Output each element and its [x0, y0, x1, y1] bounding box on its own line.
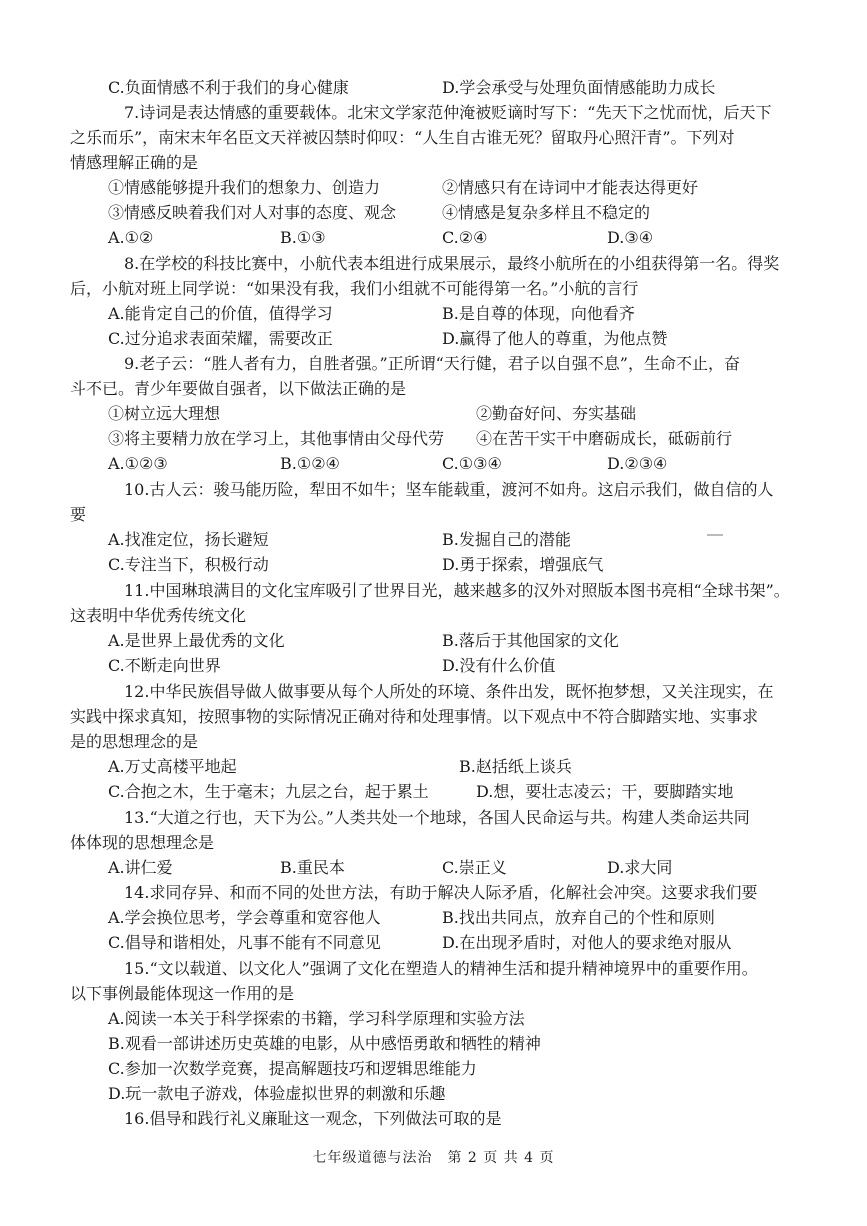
q9-option-c: C.①③④ — [442, 454, 502, 473]
q7-option-c: C.②④ — [442, 228, 488, 247]
q7-statement-2: ②情感只有在诗词中才能表达得更好 — [442, 178, 699, 197]
q15-option-a: A.阅读一本关于科学探索的书籍，学习科学原理和实验方法 — [108, 1009, 525, 1028]
q11-stem-line1: 11.中国琳琅满目的文化宝库吸引了世界目光，越来越多的汉外对照版本图书亮相“全球书架”。 — [124, 581, 790, 600]
q6-option-d: D.学会承受与处理负面情感能助力成长 — [442, 78, 716, 97]
q11-option-b: B.落后于其他国家的文化 — [442, 631, 619, 650]
q12-stem-line2: 实践中探求真知，按照事物的实际情况正确对待和处理事情。以下观点中不符合脚踏实地、实事求 — [70, 707, 759, 726]
q10-option-a: A.找准定位，扬长避短 — [108, 530, 269, 549]
q9-statement-1: ①树立远大理想 — [108, 404, 221, 423]
q15-option-b: B.观看一部讲述历史英雄的电影，从中感悟勇敢和牺牲的精神 — [108, 1034, 541, 1053]
q14-stem: 14.求同存异、和而不同的处世方法，有助于解决人际矛盾，化解社会冲突。这要求我们要 — [124, 883, 758, 902]
q10-stem-line1: 10.古人云：骏马能历险，犁田不如牛；坚车能载重，渡河不如舟。这启示我们，做自信的人 — [124, 480, 774, 499]
q9-stem-line1: 9.老子云：“胜人者有力，自胜者强。”正所谓“天行健，君子以自强不息”，生命不止，奋 — [124, 354, 740, 373]
q9-statement-3: ③将主要精力放在学习上，其他事情由父母代劳 — [108, 429, 445, 448]
page-footer: 七年级道德与法治 第 2 页 共 4 页 — [312, 1150, 555, 1166]
q13-option-d: D.求大同 — [607, 858, 673, 877]
q9-option-a: A.①②③ — [108, 454, 168, 473]
q13-option-c: C.崇正义 — [442, 858, 507, 877]
q10-option-b: B.发掘自己的潜能 — [442, 530, 571, 549]
q7-statement-1: ①情感能够提升我们的想象力、创造力 — [108, 178, 381, 197]
q7-statement-3: ③情感反映着我们对人对事的态度、观念 — [108, 203, 397, 222]
q13-option-b: B.重民本 — [280, 858, 345, 877]
q9-statement-2: ②勤奋好问、夯实基础 — [476, 404, 637, 423]
q7-option-b: B.①③ — [280, 228, 326, 247]
q8-option-b: B.是自尊的体现，向他看齐 — [442, 304, 635, 323]
q15-option-d: D.玩一款电子游戏，体验虚拟世界的刺激和乐趣 — [108, 1084, 446, 1103]
q7-stem-line2: 之乐而乐”，南宋末年名臣文天祥被囚禁时仰叹：“人生自古谁无死？留取丹心照汗青”。下列对 — [70, 128, 735, 147]
q12-stem-line3: 是的思想理念的是 — [70, 732, 199, 751]
q11-option-c: C.不断走向世界 — [108, 656, 221, 675]
q9-statement-4: ④在苦干实干中磨砺成长，砥砺前行 — [476, 429, 733, 448]
q12-option-a: A.万丈高楼平地起 — [108, 757, 237, 776]
q7-option-a: A.①② — [108, 228, 154, 247]
q13-stem-line2: 体体现的思想理念是 — [70, 833, 215, 852]
q12-option-b: B.赵括纸上谈兵 — [459, 757, 572, 776]
q12-stem-line1: 12.中华民族倡导做人做事要从每个人所处的环境、条件出发，既怀抱梦想，又关注现实，在 — [124, 682, 774, 701]
q9-stem-line2: 斗不已。青少年要做自强者，以下做法正确的是 — [70, 379, 407, 398]
q8-option-a: A.能肯定自己的价值，值得学习 — [108, 304, 333, 323]
q10-stem-line2: 要 — [70, 505, 87, 524]
q11-option-d: D.没有什么价值 — [442, 656, 556, 675]
q8-option-c: C.过分追求表面荣耀，需要改正 — [108, 329, 333, 348]
q7-stem-line1: 7.诗词是表达情感的重要载体。北宋文学家范仲淹被贬谪时写下：“先天下之忧而忧，后天下 — [124, 103, 772, 122]
q10-option-c: C.专注当下，积极行动 — [108, 555, 269, 574]
q14-option-a: A.学会换位思考，学会尊重和宽容他人 — [108, 908, 381, 927]
q10-option-d: D.勇于探索，增强底气 — [442, 555, 604, 574]
q8-option-d: D.赢得了他人的尊重，为他点赞 — [442, 329, 668, 348]
q15-option-c: C.参加一次数学竞赛，提高解题技巧和逻辑思维能力 — [108, 1059, 477, 1078]
q14-option-c: C.倡导和谐相处，凡事不能有不同意见 — [108, 933, 381, 952]
q7-option-d: D.③④ — [607, 228, 654, 247]
q13-stem-line1: 13.“大道之行也，天下为公。”人类共处一个地球，各国人民命运与共。构建人类命运共同 — [124, 808, 750, 827]
q11-option-a: A.是世界上最优秀的文化 — [108, 631, 285, 650]
q14-option-d: D.在出现矛盾时，对他人的要求绝对服从 — [442, 933, 732, 952]
q7-statement-4: ④情感是复杂多样且不稳定的 — [442, 203, 651, 222]
q8-stem-line1: 8.在学校的科技比赛中，小航代表本组进行成果展示，最终小航所在的小组获得第一名。得奖 — [124, 254, 780, 273]
q9-option-b: B.①②④ — [280, 454, 340, 473]
q8-stem-line2: 后，小航对班上同学说：“如果没有我，我们小组就不可能得第一名。”小航的言行 — [70, 279, 639, 298]
q12-option-c: C.合抱之木，生于毫末；九层之台，起于累土 — [108, 782, 429, 801]
q7-stem-line3: 情感理解正确的是 — [70, 153, 199, 172]
q6-option-c: C.负面情感不利于我们的身心健康 — [108, 78, 349, 97]
q12-option-d: D.想，要壮志凌云；干，要脚踏实地 — [476, 782, 734, 801]
q15-stem-line2: 以下事例最能体现这一作用的是 — [70, 984, 295, 1003]
q14-option-b: B.找出共同点，放弃自己的个性和原则 — [442, 908, 715, 927]
q15-stem-line1: 15.“文以载道、以文化人”强调了文化在塑造人的精神生活和提升精神境界中的重要作用。 — [124, 959, 758, 978]
q11-stem-line2: 这表明中华优秀传统文化 — [70, 606, 247, 625]
q13-option-a: A.讲仁爱 — [108, 858, 173, 877]
q16-stem: 16.倡导和践行礼义廉耻这一观念，下列做法可取的是 — [124, 1109, 502, 1128]
scan-speck — [707, 534, 723, 536]
q9-option-d: D.②③④ — [607, 454, 668, 473]
